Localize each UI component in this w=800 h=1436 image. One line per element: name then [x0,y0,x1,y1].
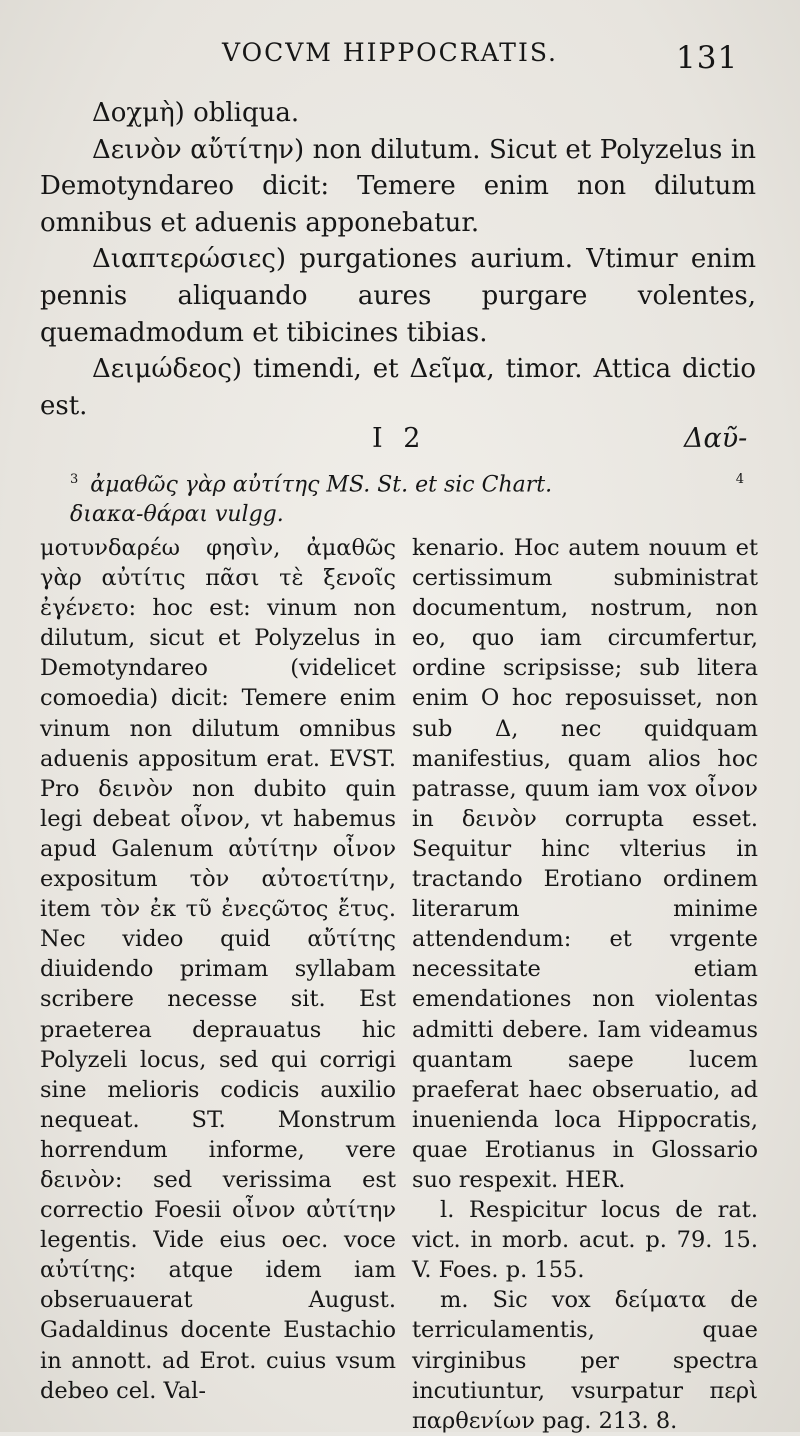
catchword: Δαῦ- [684,423,748,454]
footnote-3-text: ἀμαθῶς γὰρ αὐτίτης MS. St. et sic Chart. [90,472,553,498]
entry-deinon-autiten: Δεινὸν αὔτίτην) non dilutum. Sicut et Polyzelus in Demotyndareo dicit: Temere enim non dilutum omnibus et aduenis apponebatur. [40,134,756,238]
note-l: l. Respicitur locus de rat. vict. in morb. acut. p. 79. 15. V. Foes. p. 155. [412,1197,758,1284]
left-column-text: μοτυνδαρέω φησὶν, ἀμαθῶς γὰρ αὐτίτις πᾶσι τὲ ξενοῖς ἐγένετο: hoc est: vinum non dilutum, sicut et Polyzelus in Demotyndareo (videlicet comoedia) dicit: Temere enim vinum non dilutum omnibus aduenis appositum erat. EVST. Pro δεινὸν non dubito quin legi debeat οἶνον, vt habemus apud Galenum αὐτίτην οἶνον expositum τὸν αὐτοετίτην, item τὸν ἐκ τῦ ἐνεςῶτος ἔτυς. Nec video quid αὔτίτης diuidendo primam syllabam scribere necesse sit. Est praeterea deprauatus hic Polyzeli locus, sed qui corrigi sine melioris codicis auxilio nequeat. ST. Monstrum horrendum informe, vere δεινὸν: sed verissima est correctio Foesii οἶνον αὐτίτην legentis. Vide eius oec. voce αὐτίτης: atque idem iam obseruauerat August. Gadaldinus docente Eustachio in annott. ad Erot. cuius vsum debeo cel. Val- [40,535,396,1404]
notes-left-column [40,533,396,1406]
entry-dochme: Δοχμὴ) obliqua. [92,98,300,128]
right-column-paragraph: kenario. Hoc autem nouum et certissimum subministrat documentum, nostrum, non eo, quo iam circumfertur, ordine scripsisse; sub litera enim O hoc reposuisset, non sub Δ, nec quidquam manifestius, quam alios hoc patrasse, quum iam vox οἶνον in δεινὸν corrupta esset. Sequitur hinc vlterius in tractando Erotiano ordinem literarum minime attendendum: et vrgente necessitate etiam emendationes non violentas admitti debere. Iam videamus quantam saepe lucem praeferat haec obseruatio, ad inuenienda loca Hippocratis, quae Erotianus in Glossario suo respexit. HER. [412,535,758,1193]
note-m: m. Sic vox δείματα de terriculamentis, quae virginibus per spectra incutiuntur, vsurpatur περὶ παρθενίων pag. 213. 8. [412,1287,758,1434]
footnote-top [70,465,756,530]
entry-diapterosies: Διαπτερώσιες) purgationes aurium. Vtimur enim pennis aliquando aures purgare volentes, quemadmodum et tibicines tibias. [40,244,756,348]
footnote-3-number: 3 [70,472,79,487]
footnote-4-text: διακα-θάραι vulgg. [70,502,284,528]
signature-mark: I 2 [372,423,427,454]
footnote-4 [736,465,756,500]
notes-right-column [412,533,758,1436]
entry-deimodeos: Δειμώδεος) timendi, et Δεῖμα, timor. Attica dictio est. [40,354,756,421]
running-title: VOCVM HIPPOCRATIS. [221,38,559,67]
main-text [40,95,756,424]
page-number: 131 [676,40,739,76]
footnote-4-number: 4 [735,472,744,487]
